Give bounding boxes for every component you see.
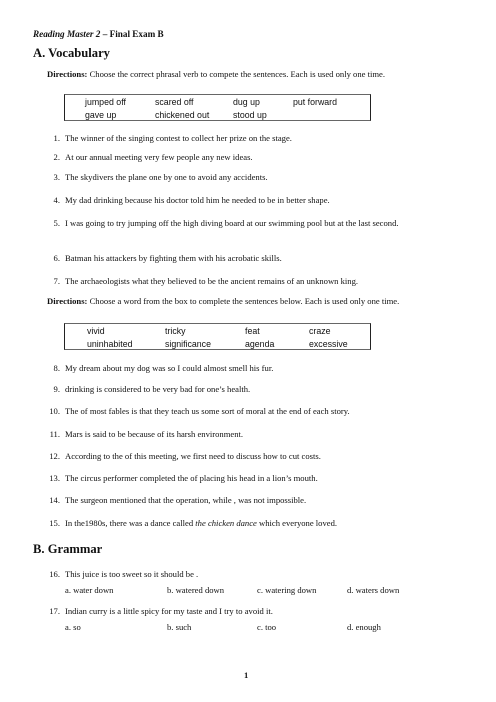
option-d[interactable]: d. enough [347, 622, 381, 632]
word-box-1 [64, 94, 371, 121]
word-box-item: craze [309, 326, 331, 336]
section-a-title: A. Vocabulary [33, 46, 110, 60]
option-b[interactable]: b. watered down [167, 585, 225, 595]
directions-2: Directions: Choose a word from the box to complete the sentences below. Each is used only one time. [47, 296, 400, 306]
book-title: Reading Master 2 [33, 29, 101, 39]
option-b[interactable]: b. such [167, 622, 192, 632]
word-box-item: vivid [87, 326, 105, 336]
option-c[interactable]: c. too [257, 622, 277, 632]
word-box-2 [64, 323, 371, 350]
directions-1: Directions: Choose the correct phrasal verb to compete the sentences. Each is used only one time. [47, 69, 386, 79]
word-box-item: excessive [309, 339, 348, 349]
word-box-item: scared off [155, 97, 194, 107]
option-a[interactable]: a. so [65, 622, 81, 632]
page-number: 1 [244, 670, 249, 680]
word-box-item: put forward [293, 97, 338, 107]
exam-title: – Final Exam B [100, 29, 164, 39]
word-box-item: tricky [165, 326, 186, 336]
word-box-item: uninhabited [87, 339, 133, 349]
word-box-item: dug up [233, 97, 260, 107]
word-box-item: feat [245, 326, 260, 336]
word-box-item: gave up [85, 110, 117, 120]
section-b-title: B. Grammar [33, 542, 103, 556]
word-box-item: chickened out [155, 110, 210, 120]
page-header [33, 29, 164, 39]
option-c[interactable]: c. watering down [257, 585, 317, 595]
option-d[interactable]: d. waters down [347, 585, 400, 595]
word-box-item: jumped off [85, 97, 126, 107]
word-box-item: agenda [245, 339, 275, 349]
option-a[interactable]: a. water down [65, 585, 114, 595]
word-box-item: stood up [233, 110, 267, 120]
word-box-item: significance [165, 339, 211, 349]
